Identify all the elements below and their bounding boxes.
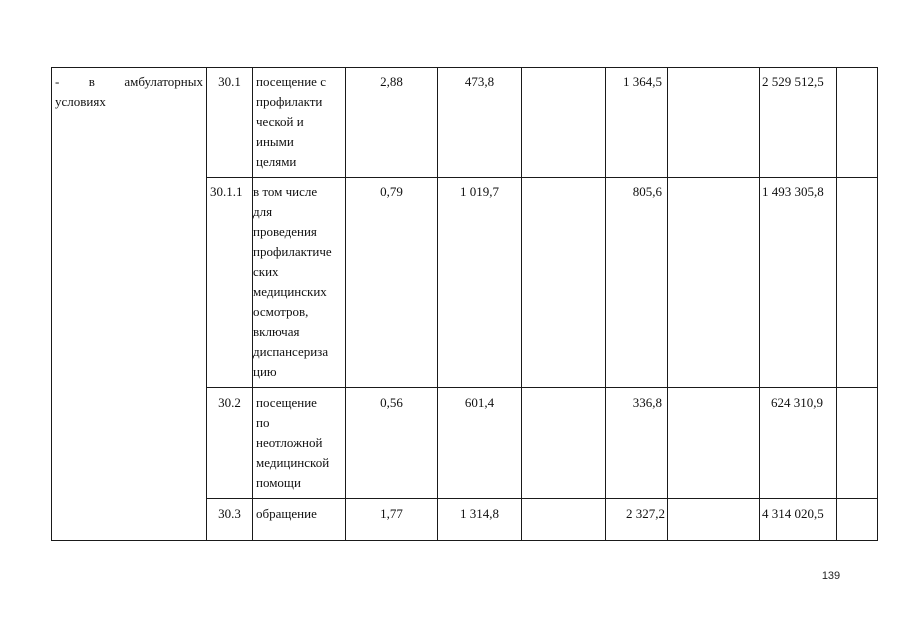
row-name: обращение bbox=[256, 506, 317, 521]
value-cell: 805,6 bbox=[632, 184, 662, 199]
value-cell: 2 327,2 bbox=[626, 506, 665, 521]
section-label: - в амбулаторных условиях bbox=[55, 74, 203, 109]
column-divider bbox=[345, 67, 346, 541]
value-cell: 2,88 bbox=[380, 74, 403, 89]
row-code: 30.2 bbox=[218, 395, 241, 410]
value-cell: 0,56 bbox=[380, 395, 403, 410]
row-divider bbox=[206, 387, 878, 388]
column-divider bbox=[667, 67, 668, 541]
column-divider bbox=[437, 67, 438, 541]
column-divider bbox=[605, 67, 606, 541]
value-cell: 1,77 bbox=[380, 506, 403, 521]
table-border-right bbox=[877, 67, 878, 541]
value-cell: 1 493 305,8 bbox=[762, 184, 824, 199]
row-divider bbox=[206, 177, 878, 178]
data-table bbox=[51, 67, 878, 541]
value-cell: 0,79 bbox=[380, 184, 403, 199]
column-divider bbox=[521, 67, 522, 541]
row-code: 30.3 bbox=[218, 506, 241, 521]
row-code: 30.1.1 bbox=[210, 184, 243, 199]
row-name: посещение по неотложной медицинской помощи bbox=[256, 395, 330, 490]
value-cell: 624 310,9 bbox=[771, 395, 823, 410]
value-cell: 473,8 bbox=[464, 74, 495, 89]
value-cell: 4 314 020,5 bbox=[762, 506, 824, 521]
row-code: 30.1 bbox=[218, 74, 241, 89]
table-border-top bbox=[51, 67, 878, 68]
column-divider bbox=[836, 67, 837, 541]
page-number: 139 bbox=[821, 570, 841, 582]
value-cell: 1 314,8 bbox=[460, 506, 499, 521]
table-border-left bbox=[51, 67, 52, 541]
column-divider bbox=[759, 67, 760, 541]
value-cell: 601,4 bbox=[464, 395, 495, 410]
value-cell: 1 019,7 bbox=[460, 184, 499, 199]
table-border-bottom bbox=[51, 540, 878, 541]
row-name: в том числе для проведения профилактиче ских медицинских осмотров, включая диспансериза цию bbox=[253, 184, 332, 379]
value-cell: 2 529 512,5 bbox=[762, 74, 824, 89]
value-cell: 1 364,5 bbox=[623, 74, 662, 89]
value-cell: 336,8 bbox=[632, 395, 662, 410]
row-divider bbox=[206, 498, 878, 499]
row-name: посещение с профилакти ческой и иными целями bbox=[256, 74, 326, 169]
column-divider bbox=[206, 67, 207, 541]
